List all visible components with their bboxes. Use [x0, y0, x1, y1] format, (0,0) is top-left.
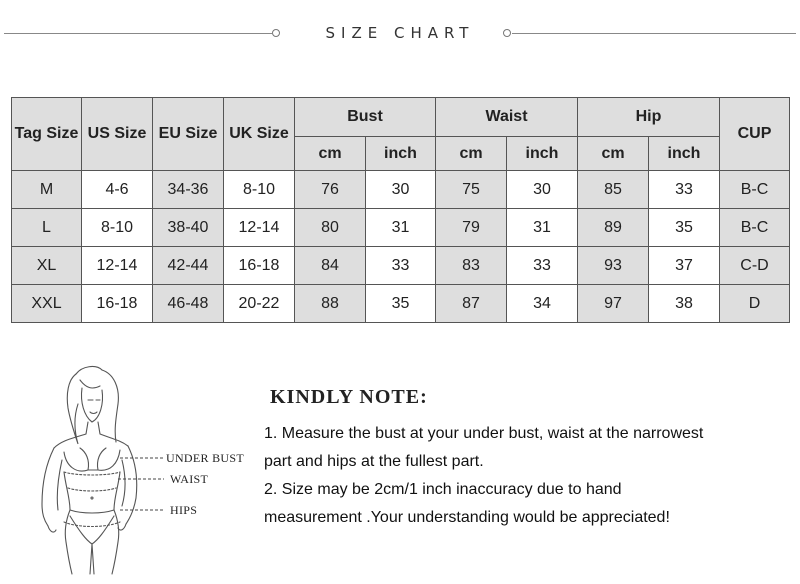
cell-waist-inch: 33 [507, 247, 578, 285]
cell-hip-inch: 35 [649, 209, 720, 247]
cell-eu-size: 34-36 [153, 171, 224, 209]
hips-label: HIPS [170, 503, 198, 517]
cell-cup: B-C [720, 209, 790, 247]
header-waist: Waist [436, 98, 578, 137]
cell-hip-inch: 33 [649, 171, 720, 209]
title-dot-left [272, 29, 280, 37]
cell-cup: D [720, 285, 790, 323]
waist-label: WAIST [170, 472, 209, 486]
note-line-3: 2. Size may be 2cm/1 inch inaccuracy due to hand [264, 481, 622, 498]
cell-bust-inch: 31 [366, 209, 436, 247]
cell-hip-cm: 85 [578, 171, 649, 209]
cell-tag-size: L [12, 209, 82, 247]
cell-hip-cm: 89 [578, 209, 649, 247]
cell-uk-size: 8-10 [224, 171, 295, 209]
title-bar [0, 22, 800, 46]
cell-waist-cm: 75 [436, 171, 507, 209]
table-row [12, 209, 790, 247]
header-hip-cm: cm [578, 137, 649, 171]
note-line-4: measurement .Your understanding would be appreciated! [264, 509, 670, 526]
header-hip-inch: inch [649, 137, 720, 171]
cell-waist-cm: 79 [436, 209, 507, 247]
cell-bust-cm: 80 [295, 209, 366, 247]
cell-bust-inch: 30 [366, 171, 436, 209]
cell-waist-inch: 34 [507, 285, 578, 323]
cell-us-size: 4-6 [82, 171, 153, 209]
header-tag-size: Tag Size [12, 98, 82, 171]
table-row [12, 285, 790, 323]
cell-cup: B-C [720, 171, 790, 209]
title-divider-right [512, 33, 796, 34]
cell-cup: C-D [720, 247, 790, 285]
cell-us-size: 12-14 [82, 247, 153, 285]
note-line-1: 1. Measure the bust at your under bust, waist at the narrowest [264, 425, 704, 442]
header-eu-size: EU Size [153, 98, 224, 171]
header-bust: Bust [295, 98, 436, 137]
cell-bust-inch: 33 [366, 247, 436, 285]
header-waist-cm: cm [436, 137, 507, 171]
header-bust-cm: cm [295, 137, 366, 171]
cell-eu-size: 42-44 [153, 247, 224, 285]
cell-bust-cm: 84 [295, 247, 366, 285]
cell-eu-size: 46-48 [153, 285, 224, 323]
cell-bust-cm: 76 [295, 171, 366, 209]
note-line-2: part and hips at the fullest part. [264, 453, 484, 470]
header-waist-inch: inch [507, 137, 578, 171]
title-dot-right [503, 29, 511, 37]
header-cup: CUP [720, 98, 790, 171]
cell-bust-inch: 35 [366, 285, 436, 323]
table-row [12, 247, 790, 285]
cell-bust-cm: 88 [295, 285, 366, 323]
cell-waist-inch: 31 [507, 209, 578, 247]
woman-figure-illustration [30, 360, 260, 575]
cell-uk-size: 12-14 [224, 209, 295, 247]
cell-hip-cm: 97 [578, 285, 649, 323]
cell-us-size: 16-18 [82, 285, 153, 323]
cell-uk-size: 20-22 [224, 285, 295, 323]
measurement-figure [30, 360, 260, 575]
header-uk-size: UK Size [224, 98, 295, 171]
cell-hip-inch: 37 [649, 247, 720, 285]
cell-uk-size: 16-18 [224, 247, 295, 285]
under-bust-label: UNDER BUST [166, 451, 245, 465]
cell-tag-size: XL [12, 247, 82, 285]
title-divider-left [4, 33, 272, 34]
cell-hip-inch: 38 [649, 285, 720, 323]
cell-tag-size: XXL [12, 285, 82, 323]
cell-waist-cm: 83 [436, 247, 507, 285]
header-us-size: US Size [82, 98, 153, 171]
cell-tag-size: M [12, 171, 82, 209]
size-table [11, 97, 790, 323]
header-bust-inch: inch [366, 137, 436, 171]
table-row [12, 171, 790, 209]
cell-waist-cm: 87 [436, 285, 507, 323]
page-title: SIZE CHART [325, 24, 475, 42]
cell-hip-cm: 93 [578, 247, 649, 285]
cell-us-size: 8-10 [82, 209, 153, 247]
cell-eu-size: 38-40 [153, 209, 224, 247]
cell-waist-inch: 30 [507, 171, 578, 209]
header-hip: Hip [578, 98, 720, 137]
note-title: KINDLY NOTE: [270, 386, 428, 408]
